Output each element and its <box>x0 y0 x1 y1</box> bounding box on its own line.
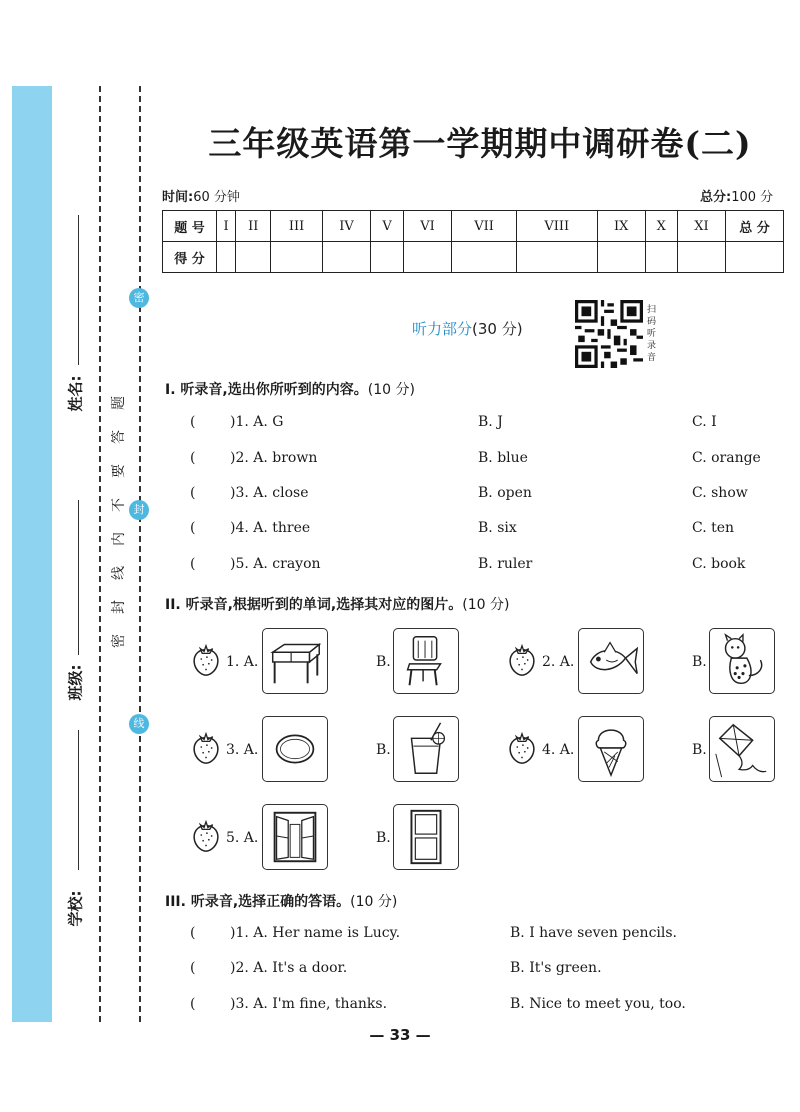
listening-points: (30 分) <box>472 320 523 338</box>
option-c: C. ten <box>692 520 735 536</box>
seal-char: 题 <box>111 396 127 410</box>
door-icon <box>394 805 458 869</box>
fish-picture[interactable] <box>578 628 644 694</box>
window-picture[interactable] <box>262 804 328 870</box>
section2-heading <box>165 594 509 614</box>
seal-char: 密 <box>111 634 127 648</box>
exam-total <box>700 186 773 205</box>
window-icon <box>263 805 327 869</box>
qr-code-icon[interactable] <box>575 300 643 368</box>
answer-bracket[interactable]: ( <box>190 520 196 536</box>
option-b: B. Nice to meet you, too. <box>510 996 686 1012</box>
seal-char: 线 <box>111 566 127 580</box>
name-label: 姓名: <box>66 375 85 412</box>
section1-heading <box>165 379 415 399</box>
score-cell[interactable] <box>516 242 597 273</box>
total-label: 总分: <box>700 190 732 205</box>
score-cell[interactable] <box>271 242 322 273</box>
pic-option-a-label: 5. A. <box>226 830 259 846</box>
pic-option-b-label: B. <box>376 654 391 670</box>
pic-option-b-label: B. <box>376 830 391 846</box>
leopard-picture[interactable] <box>709 628 775 694</box>
class-field[interactable] <box>62 500 88 700</box>
school-field[interactable] <box>62 730 88 940</box>
option-b: B. It's green. <box>510 960 602 976</box>
listening-title-text: 听力部分 <box>412 320 473 338</box>
option-a: )2. A. It's a door. <box>230 960 348 976</box>
section3-heading <box>165 891 397 911</box>
cut-line-inner <box>139 86 141 1022</box>
column-header: VI <box>403 211 452 242</box>
score-cell[interactable] <box>403 242 452 273</box>
option-a: )3. A. close <box>230 485 309 501</box>
pic-option-b-label: B. <box>692 654 707 670</box>
qr-caption: 扫码听录音 <box>647 305 657 363</box>
fish-icon <box>579 629 643 693</box>
cut-line-outer <box>99 86 101 1022</box>
strawberry-icon <box>190 642 222 678</box>
score-cell[interactable] <box>217 242 236 273</box>
section3-heading-text: III. 听录音,选择正确的答语。 <box>165 894 351 910</box>
strawberry-icon <box>506 730 538 766</box>
column-header: IV <box>322 211 371 242</box>
school-label: 学校: <box>66 890 85 927</box>
kite-icon <box>710 717 774 781</box>
pic-option-b-label: B. <box>692 742 707 758</box>
option-c: C. book <box>692 556 746 572</box>
egg-icon <box>263 717 327 781</box>
kite-picture[interactable] <box>709 716 775 782</box>
pic-option-b-label: B. <box>376 742 391 758</box>
exam-time <box>162 186 240 205</box>
strawberry-icon <box>190 818 222 854</box>
seal-badge-mi: 密 <box>129 288 149 308</box>
section2-points: (10 分) <box>462 597 510 613</box>
option-b: B. J <box>478 414 503 430</box>
name-field-line <box>78 215 79 365</box>
answer-bracket[interactable]: ( <box>190 485 196 501</box>
score-table-score-row <box>163 242 784 273</box>
class-label: 班级: <box>66 664 85 701</box>
option-b: B. I have seven pencils. <box>510 925 678 941</box>
listening-section-title <box>412 318 523 339</box>
column-header-total: 总 分 <box>726 211 784 242</box>
score-table <box>162 210 784 273</box>
column-header: X <box>645 211 677 242</box>
score-cell[interactable] <box>597 242 645 273</box>
school-field-line <box>78 730 79 870</box>
column-header: IX <box>597 211 645 242</box>
score-cell[interactable] <box>645 242 677 273</box>
score-cell[interactable] <box>236 242 271 273</box>
answer-bracket[interactable]: ( <box>190 556 196 572</box>
column-header: VIII <box>516 211 597 242</box>
class-field-line <box>78 500 79 655</box>
chair-picture[interactable] <box>393 628 459 694</box>
option-b: B. open <box>478 485 532 501</box>
score-cell[interactable] <box>726 242 784 273</box>
time-label: 时间: <box>162 190 194 205</box>
seal-char: 要 <box>111 464 127 478</box>
seal-badge-xian: 线 <box>129 714 149 734</box>
juice-icon <box>394 717 458 781</box>
seal-char: 内 <box>111 532 127 546</box>
option-a: )3. A. I'm fine, thanks. <box>230 996 388 1012</box>
exam-title: 三年级英语第一学期期中调研卷(二) <box>208 124 752 163</box>
option-a: )1. A. G <box>230 414 284 430</box>
seal-char: 不 <box>111 498 127 512</box>
row-label-score: 得 分 <box>163 242 217 273</box>
score-cell[interactable] <box>677 242 725 273</box>
door-picture[interactable] <box>393 804 459 870</box>
option-b: B. six <box>478 520 517 536</box>
egg-picture[interactable] <box>262 716 328 782</box>
option-a: )5. A. crayon <box>230 556 321 572</box>
column-header: V <box>371 211 403 242</box>
seal-badge-feng: 封 <box>129 500 149 520</box>
answer-bracket[interactable]: ( <box>190 450 196 466</box>
page-number: — 33 — <box>369 1026 431 1044</box>
pic-option-a-label: 1. A. <box>226 654 259 670</box>
seal-char: 封 <box>111 600 127 614</box>
pic-option-a-label: 3. A. <box>226 742 259 758</box>
section1-points: (10 分) <box>367 382 415 398</box>
score-cell[interactable] <box>371 242 403 273</box>
ice-cream-icon <box>579 717 643 781</box>
column-header: VII <box>452 211 517 242</box>
option-c: C. orange <box>692 450 761 466</box>
answer-bracket[interactable]: ( <box>190 925 196 941</box>
time-value: 60 分钟 <box>193 190 240 205</box>
chair-icon <box>394 629 458 693</box>
option-a: )1. A. Her name is Lucy. <box>230 925 401 941</box>
juice-picture[interactable] <box>393 716 459 782</box>
pic-option-a-label: 2. A. <box>542 654 575 670</box>
option-b: B. blue <box>478 450 528 466</box>
leopard-icon <box>710 629 774 693</box>
answer-bracket[interactable]: ( <box>190 414 196 430</box>
seal-notice <box>108 386 130 658</box>
desk-icon <box>263 629 327 693</box>
name-field[interactable] <box>62 215 88 425</box>
section2-heading-text: II. 听录音,根据听到的单词,选择其对应的图片。 <box>165 597 463 613</box>
row-label-number: 题 号 <box>163 211 217 242</box>
answer-bracket[interactable]: ( <box>190 996 196 1012</box>
desk-picture[interactable] <box>262 628 328 694</box>
column-header: XI <box>677 211 725 242</box>
score-cell[interactable] <box>452 242 517 273</box>
binding-strip <box>12 86 52 1022</box>
option-c: C. I <box>692 414 717 430</box>
answer-bracket[interactable]: ( <box>190 960 196 976</box>
pic-option-a-label: 4. A. <box>542 742 575 758</box>
strawberry-icon <box>190 730 222 766</box>
score-cell[interactable] <box>322 242 371 273</box>
column-header: III <box>271 211 322 242</box>
seal-char: 答 <box>111 430 127 444</box>
strawberry-icon <box>506 642 538 678</box>
section1-heading-text: I. 听录音,选出你所听到的内容。 <box>165 382 368 398</box>
column-header: II <box>236 211 271 242</box>
score-table-header-row <box>163 211 784 242</box>
column-header: I <box>217 211 236 242</box>
total-value: 100 分 <box>731 190 774 205</box>
option-a: )4. A. three <box>230 520 311 536</box>
page-number-value: 33 <box>389 1026 411 1044</box>
option-b: B. ruler <box>478 556 533 572</box>
section3-points: (10 分) <box>350 894 398 910</box>
option-c: C. show <box>692 485 748 501</box>
ice-cream-picture[interactable] <box>578 716 644 782</box>
option-a: )2. A. brown <box>230 450 318 466</box>
